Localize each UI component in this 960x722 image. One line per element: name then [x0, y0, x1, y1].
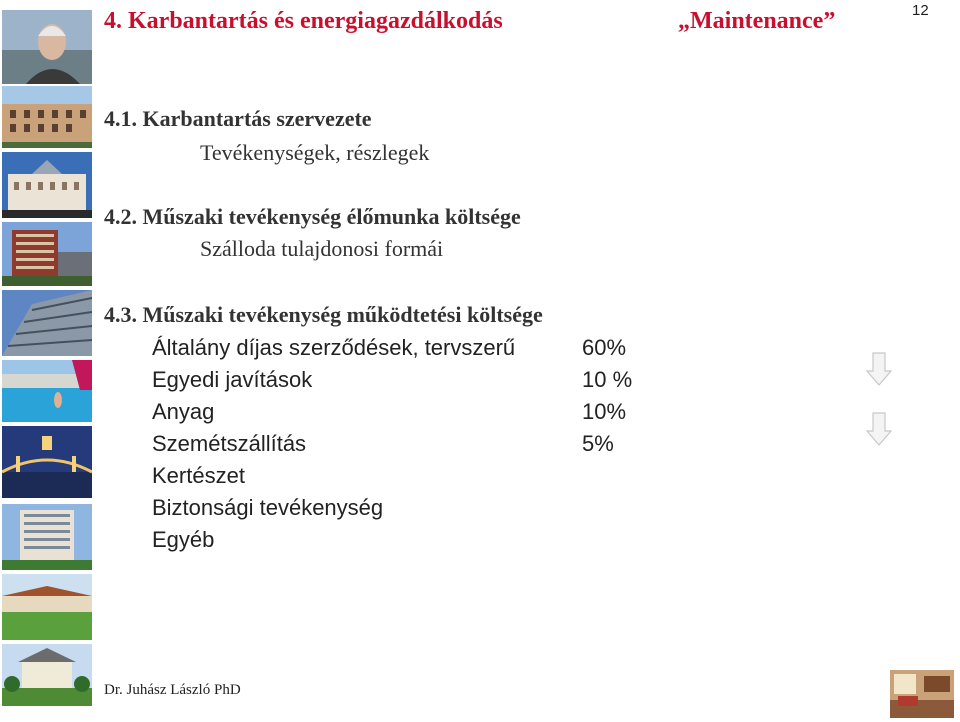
cost-item-value: 10 %	[582, 367, 633, 392]
hotel-photo-1	[2, 86, 92, 148]
hotel-photo-2	[2, 152, 92, 218]
cost-item-label: Egyéb	[152, 527, 215, 552]
cost-item-value: 60%	[582, 335, 627, 360]
hotel-photo-8	[2, 574, 92, 640]
section-sub-4-1: Tevékenységek, részlegek	[200, 140, 430, 165]
cost-item-label: Általány díjas szerződések, tervszerű	[152, 335, 516, 360]
section-heading-4-3: 4.3. Műszaki tevékenység működtetési költsége	[104, 302, 543, 327]
slide-title: 4. Karbantartás és energiagazdálkodás	[104, 8, 503, 34]
cost-item-label: Egyedi javítások	[152, 367, 313, 392]
page-number: 12	[912, 2, 929, 19]
hotel-photo-3	[2, 222, 92, 286]
footer-author: Dr. Juhász László PhD	[104, 682, 241, 698]
interior-photo	[890, 670, 954, 718]
hotel-photo-9	[2, 644, 92, 706]
section-heading-4-1: 4.1. Karbantartás szervezete	[104, 106, 372, 131]
section-heading-4-2: 4.2. Műszaki tevékenység élőmunka költsége	[104, 204, 521, 229]
hotel-photo-4	[2, 290, 92, 356]
cost-item-label: Szemétszállítás	[152, 431, 307, 456]
down-arrow-icon	[866, 412, 892, 446]
down-arrow-icon	[866, 352, 892, 386]
slide-subtitle-quote: „Maintenance”	[678, 8, 836, 34]
portrait-photo	[2, 10, 92, 84]
hotel-photo-7	[2, 504, 92, 570]
section-sub-4-2: Szálloda tulajdonosi formái	[200, 236, 444, 261]
cost-item-label: Anyag	[152, 399, 215, 424]
cost-item-value: 5%	[582, 431, 614, 456]
cost-item-label: Biztonsági tevékenység	[152, 495, 384, 520]
hotel-photo-5	[2, 360, 92, 422]
cost-item-label: Kertészet	[152, 463, 245, 488]
cost-item-value: 10%	[582, 399, 627, 424]
hotel-photo-6	[2, 426, 92, 498]
